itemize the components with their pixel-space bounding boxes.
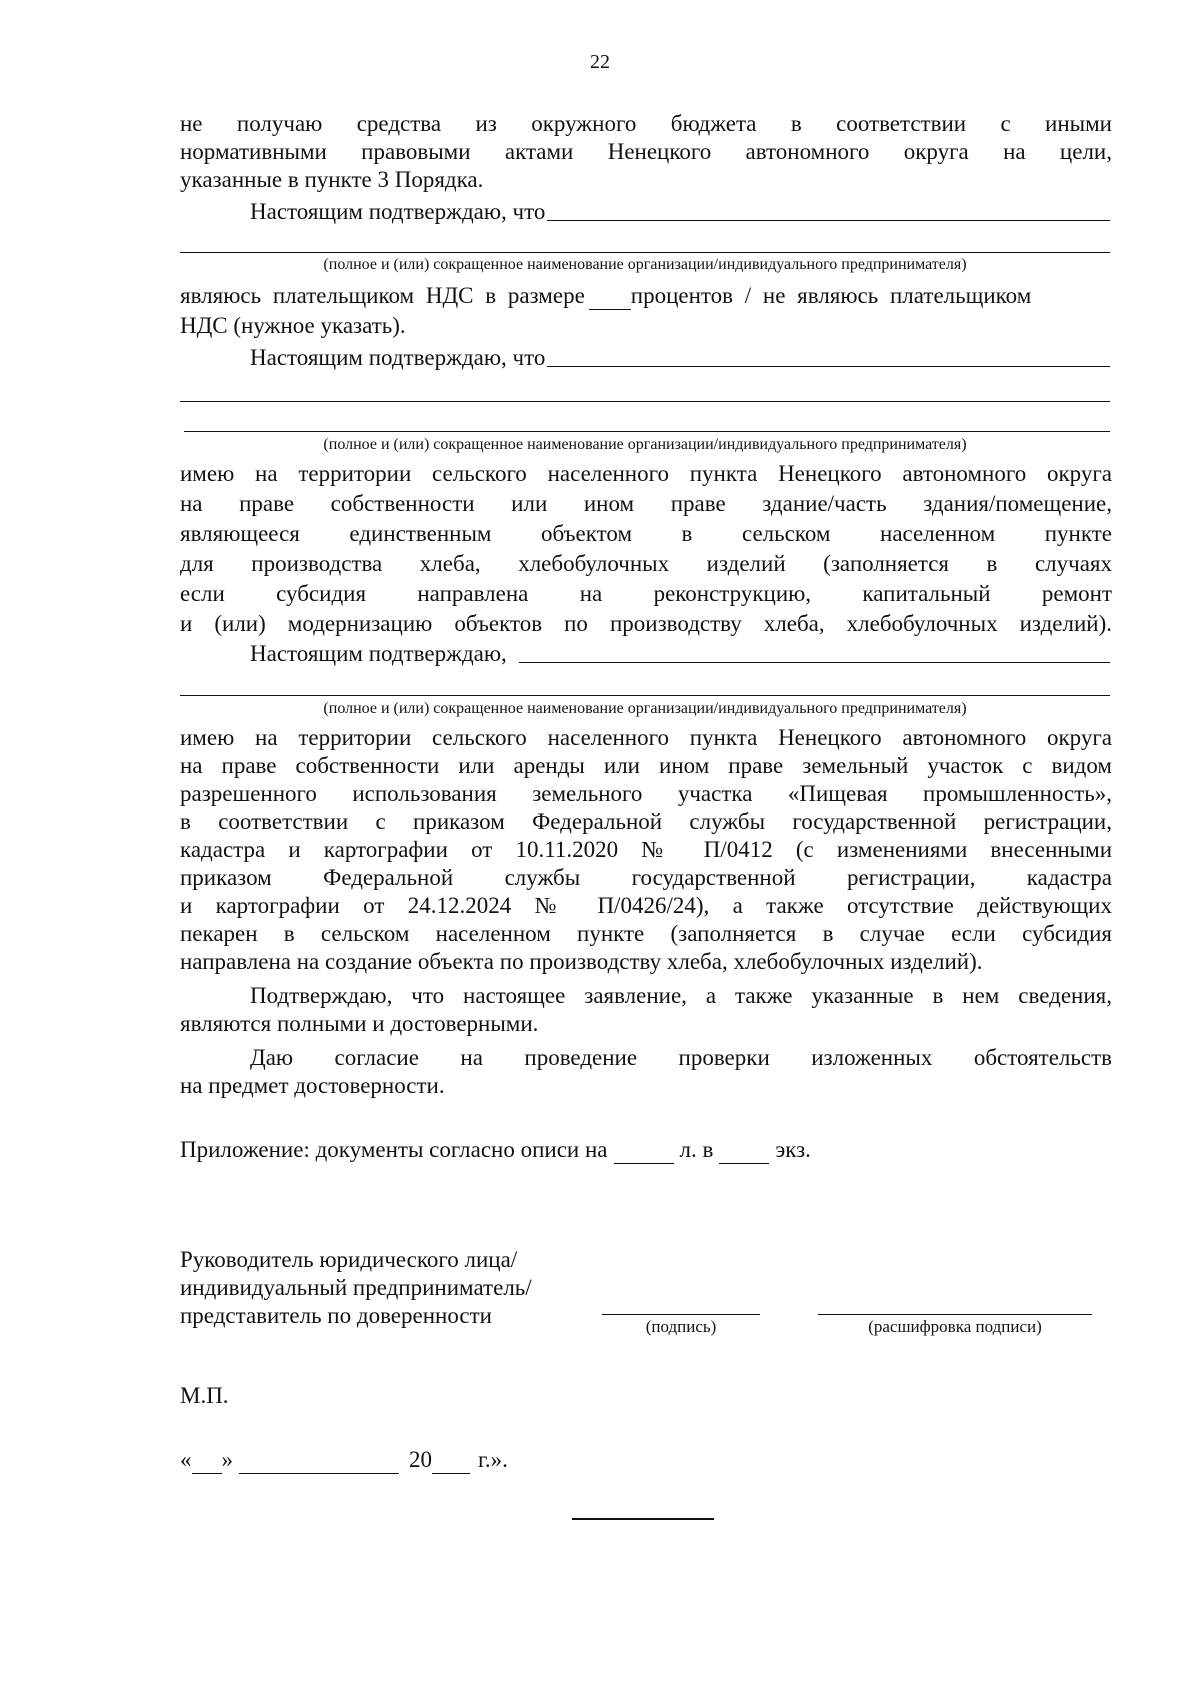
paragraph-line: приказом Федеральной службы государственной регистрации, кадастра <box>180 865 1112 890</box>
day-blank[interactable] <box>192 1455 222 1474</box>
vat-line <box>180 282 1112 310</box>
confirm-land-field <box>250 640 1110 668</box>
signer-title: Руководитель юридического лица/ <box>180 1247 518 1272</box>
confirm-premises-field <box>250 344 1110 372</box>
paragraph-line: Даю согласие на проведение проверки изложенных обстоятельств <box>250 1045 1112 1070</box>
org-name-blank[interactable] <box>547 220 1110 221</box>
paragraph-line: пекарен в сельском населенном пункте (заполняется в случае если субсидия <box>180 921 1112 946</box>
org-name-blank[interactable] <box>519 662 1110 663</box>
org-caption: (полное и (или) сокращенное наименование организации/индивидуального предпринимателя) <box>323 700 967 717</box>
date-open-quote: « <box>180 1447 192 1472</box>
org-name-blank-line[interactable] <box>180 695 1110 696</box>
month-blank[interactable] <box>239 1455 399 1474</box>
org-caption: (полное и (или) сокращенное наименование организации/индивидуального предпринимателя) <box>323 436 967 453</box>
signature-decode-line[interactable] <box>818 1314 1092 1315</box>
signer-title: представитель по доверенности <box>180 1303 492 1328</box>
confirm-lead: Настоящим подтверждаю, что <box>250 199 546 224</box>
paragraph-line: разрешенного использования земельного участка «Пищевая промышленность», <box>180 781 1112 806</box>
paragraph-line: Подтверждаю, что настоящее заявление, а также указанные в нем сведения, <box>250 983 1112 1008</box>
date-suffix: г.». <box>478 1447 508 1472</box>
vat-text-1: являюсь плательщиком НДС в размере <box>180 283 585 308</box>
attachment-prefix: Приложение: документы согласно описи на <box>180 1137 608 1162</box>
paragraph-line: имею на территории сельского населенного пункта Ненецкого автономного округа <box>180 461 1112 486</box>
year-prefix: 20 <box>409 1447 432 1472</box>
attachment-line <box>180 1136 811 1164</box>
vat-percent-blank[interactable] <box>589 291 631 310</box>
paragraph-line: направлена на создание объекта по производству хлеба, хлебобулочных изделий). <box>180 949 983 974</box>
page-number: 22 <box>590 51 610 73</box>
paragraph-line: на праве собственности или аренды или ином праве земельный участок с видом <box>180 753 1112 778</box>
org-name-blank-line[interactable] <box>184 431 1110 432</box>
signature-decode-caption: (расшифровка подписи) <box>868 1317 1042 1336</box>
paragraph-line: если субсидия направлена на реконструкцию, капитальный ремонт <box>180 581 1112 606</box>
year-blank[interactable] <box>432 1455 470 1474</box>
paragraph-line: кадастра и картографии от 10.11.2020 № П/0412 (с изменениями внесенными <box>180 837 1112 862</box>
signature-caption: (подпись) <box>645 1317 717 1336</box>
paragraph-line: указанные в пункте 3 Порядка. <box>180 167 484 192</box>
attachment-mid: л. в <box>679 1137 714 1162</box>
paragraph-line: не получаю средства из окружного бюджета в соответствии с иными <box>180 111 1112 136</box>
sheets-count-blank[interactable] <box>614 1145 674 1164</box>
signer-title: индивидуальный предприниматель/ <box>180 1275 532 1300</box>
closing-rule <box>572 1518 714 1520</box>
vat-text-3: НДС (нужное указать). <box>180 313 406 338</box>
paragraph-line: на праве собственности или ином праве здание/часть здания/помещение, <box>180 491 1112 516</box>
org-name-blank-line[interactable] <box>180 401 1110 402</box>
copies-count-blank[interactable] <box>719 1145 769 1164</box>
vat-text-2: процентов / не являюсь плательщиком <box>630 283 1032 308</box>
paragraph-line: на предмет достоверности. <box>180 1073 445 1098</box>
paragraph-line: и (или) модернизацию объектов по производству хлеба, хлебобулочных изделий). <box>180 611 1112 636</box>
paragraph-line: являются полными и достоверными. <box>180 1011 539 1036</box>
signature-line[interactable] <box>602 1314 760 1315</box>
org-name-blank[interactable] <box>547 366 1110 367</box>
date-line <box>180 1446 508 1474</box>
org-caption: (полное и (или) сокращенное наименование организации/индивидуального предпринимателя) <box>323 256 967 273</box>
confirm-lead: Настоящим подтверждаю, <box>250 641 507 666</box>
confirm-vat-field <box>250 198 1110 226</box>
seal-label: М.П. <box>180 1383 229 1408</box>
paragraph-line: являющееся единственным объектом в сельском населенном пункте <box>180 521 1112 546</box>
paragraph-line: для производства хлеба, хлебобулочных изделий (заполняется в случаях <box>180 551 1112 576</box>
paragraph-line: имею на территории сельского населенного пункта Ненецкого автономного округа <box>180 725 1112 750</box>
date-close-quote: » <box>221 1447 233 1472</box>
org-name-blank-line[interactable] <box>180 252 1110 253</box>
paragraph-line: нормативными правовыми актами Ненецкого автономного округа на цели, <box>180 139 1112 164</box>
attachment-suffix: экз. <box>775 1137 811 1162</box>
confirm-lead: Настоящим подтверждаю, что <box>250 345 546 370</box>
paragraph-line: и картографии от 24.12.2024 № П/0426/24), а также отсутствие действующих <box>180 893 1112 918</box>
paragraph-line: в соответствии с приказом Федеральной службы государственной регистрации, <box>180 809 1112 834</box>
